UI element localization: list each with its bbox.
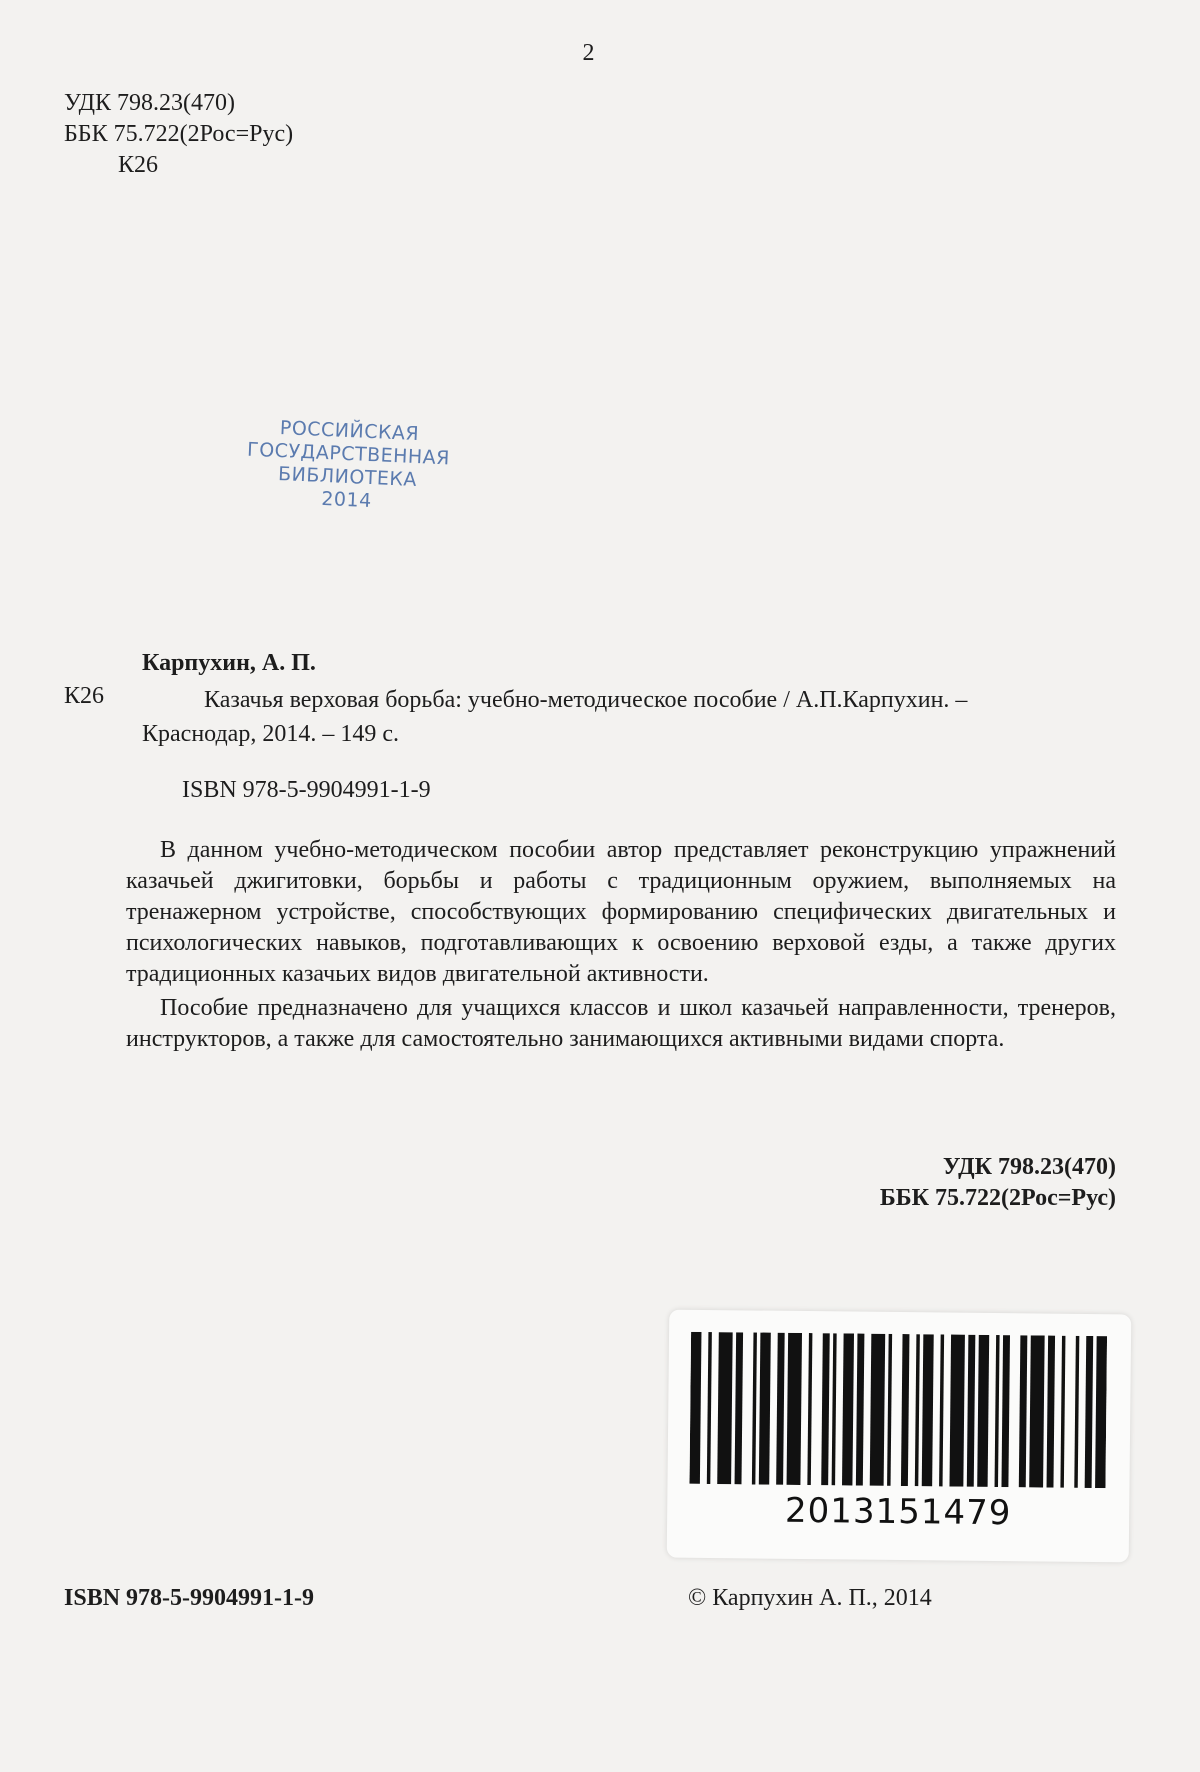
barcode-bar [939,1334,944,1486]
barcode-bar [887,1334,892,1486]
stamp-line-2: ГОСУДАРСТВЕННАЯ [246,438,451,470]
barcode-bar [1019,1335,1028,1487]
bib-mark: К26 [64,683,105,709]
barcode-bar [1029,1335,1044,1487]
abstract-paragraph-1: В данном учебно-методическом пособии автор представляет реконструкцию упражнений казачьей джигитовки, борьбы и работы с традиционным оружием, выполняемых на тренажерном устройстве, способствующих формированию специфических двигательных и психологических навыков, подготавливающих к освоению верховой езды, а также других традиционных казачьих видов двигательной активности. [126,837,1116,987]
bib-isbn: ISBN 978-5-9904991-1-9 [182,777,431,803]
barcode-bar [922,1334,934,1486]
stamp-line-1: РОССИЙСКАЯ [279,417,420,446]
bib-description: Казачья верховая борьба: учебно-методическое пособие / А.П.Карпухин. – Краснодар, 2014. – 149 с. [142,687,968,747]
barcode-bar [995,1335,1000,1487]
udk-code: УДК 798.23(470) [64,90,235,116]
barcode-bar [977,1335,989,1487]
barcode-bar [776,1333,785,1485]
barcode-bar [842,1333,854,1485]
barcode-bar [752,1332,757,1484]
barcode-bar [949,1335,964,1487]
stamp-line-3: БИБЛИОТЕКА [277,462,418,492]
bbk-code: ББК 75.722(2Рос=Рус) [64,121,294,147]
barcode-bar [717,1332,732,1484]
footer-isbn: ISBN 978-5-9904991-1-9 [64,1585,314,1611]
stamp-year: 2014 [320,487,373,513]
classification-block [64,88,293,181]
abstract-paragraph-2: Пособие предназначено для учащихся классов и школ казачьей направленности, тренеров, инструкторов, а также для самостоятельно занимающихся активными видами спорта. [126,995,1116,1052]
barcode-number: 2013151479 [784,1490,1012,1534]
barcode-bar [707,1332,712,1484]
barcode-bar [821,1333,830,1485]
bbk-code-bottom: ББК 75.722(2Рос=Рус) [879,1185,1116,1211]
barcode-bar [1085,1336,1094,1488]
copyright: © Карпухин А. П., 2014 [688,1585,932,1611]
barcode-bar [856,1334,865,1486]
barcode-bar [1060,1336,1065,1488]
bib-author: Карпухин, А. П. [142,650,316,676]
barcode-bar [759,1333,771,1485]
barcode-bar [689,1332,701,1484]
barcode-bar [807,1333,812,1485]
barcode-bar [1047,1336,1056,1488]
barcode-bar [1074,1336,1079,1488]
udk-code-bottom: УДК 798.23(470) [942,1154,1116,1180]
classification-bottom [880,1152,1116,1214]
barcode-bar [787,1333,802,1485]
barcode-bar [832,1333,837,1485]
author-mark: К26 [118,152,159,178]
barcode-bar [1001,1335,1010,1487]
barcode-bar [1095,1336,1107,1488]
barcode-bars [689,1332,1107,1488]
barcode-bar [735,1332,744,1484]
barcode-bar [870,1334,885,1486]
abstract [126,835,1116,1058]
page-number: 2 [582,40,595,66]
barcode-bar [901,1334,910,1486]
barcode-label [667,1310,1132,1563]
barcode-bar [967,1335,976,1487]
show-through-bleed [90,300,1190,344]
barcode-bar [915,1334,920,1486]
library-stamp [226,415,470,517]
